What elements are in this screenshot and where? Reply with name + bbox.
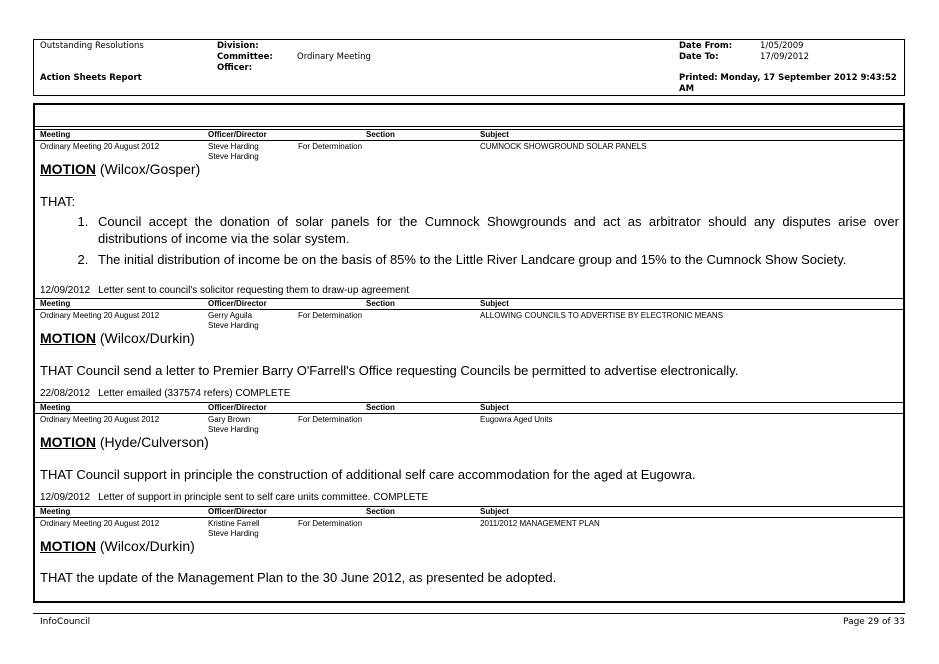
item-meeting: Ordinary Meeting 20 August 2012 — [40, 311, 160, 320]
report-name: Outstanding Resolutions — [40, 41, 144, 51]
item-officer: Kristine Farrell — [208, 519, 260, 528]
resolution-point: 2. The initial distribution of income be on the basis of 85% to the Little River Landcare group and 15% to the Cumnock Show Society. — [92, 251, 899, 268]
motion-heading — [40, 434, 209, 450]
report-type: Action Sheets Report — [40, 73, 142, 83]
action-date: 22/08/2012 — [40, 388, 91, 399]
item-director: Steve Harding — [208, 152, 259, 161]
report-body — [33, 103, 905, 603]
item-officer: Gerry Aguila — [208, 311, 253, 320]
printed-line — [679, 73, 897, 84]
item-subject: CUMNOCK SHOWGROUND SOLAR PANELS — [480, 142, 647, 151]
col-header-subject: Subject — [480, 403, 509, 412]
item-director: Steve Harding — [208, 321, 259, 330]
motion-heading — [40, 330, 195, 346]
motion-movers: (Hyde/Culverson) — [99, 434, 209, 450]
action-status — [40, 285, 409, 296]
col-header-officer: Officer/Director — [208, 130, 267, 139]
col-header-section: Section — [366, 507, 395, 516]
col-header-meeting: Meeting — [40, 130, 71, 139]
officer-label: Officer: — [217, 63, 253, 73]
item-director: Steve Harding — [208, 529, 259, 538]
printed-value-cont: AM — [679, 84, 695, 94]
resolution-points — [40, 213, 899, 268]
action-text: Letter of support in principle sent to self care units committee. COMPLETE — [98, 492, 429, 503]
footer-app-name: InfoCouncil — [40, 617, 91, 627]
motion-keyword: MOTION — [40, 434, 96, 450]
col-header-officer: Officer/Director — [208, 403, 267, 412]
motion-movers: (Wilcox/Durkin) — [99, 330, 195, 346]
divider — [35, 506, 903, 507]
item-section: For Determination — [298, 311, 363, 320]
resolution-text: THAT Council support in principle the construction of additional self care accommodation for the aged at Eugowra. — [40, 467, 696, 482]
motion-keyword: MOTION — [40, 538, 96, 554]
action-text: Letter emailed (337574 refers) COMPLETE — [98, 388, 291, 399]
footer-divider — [33, 613, 905, 614]
action-status — [40, 388, 290, 399]
resolution-that: THAT: — [40, 194, 76, 209]
item-officer: Gary Brown — [208, 415, 251, 424]
col-header-subject: Subject — [480, 130, 509, 139]
item-section: For Determination — [298, 142, 363, 151]
col-header-subject: Subject — [480, 299, 509, 308]
divider — [35, 129, 903, 130]
date-to-label: Date To: — [679, 52, 719, 62]
printed-label: Printed: — [679, 73, 718, 83]
col-header-officer: Officer/Director — [208, 507, 267, 516]
divider — [35, 413, 903, 414]
divider — [35, 298, 903, 299]
item-officer: Steve Harding — [208, 142, 259, 151]
divider — [35, 402, 903, 403]
item-subject: 2011/2012 MANAGEMENT PLAN — [480, 519, 600, 528]
printed-value: Monday, 17 September 2012 9:43:52 — [720, 73, 897, 83]
motion-movers: (Wilcox/Gosper) — [99, 161, 201, 177]
resolution-text: THAT the update of the Management Plan to the 30 June 2012, as presented be adopted. — [40, 570, 557, 585]
resolution-point: 1. Council accept the donation of solar panels for the Cumnock Showgrounds and act as arbitrator should any disputes arise over distributions of income via the solar system. — [92, 213, 899, 247]
item-director: Steve Harding — [208, 425, 259, 434]
action-text: Letter sent to council's solicitor requesting them to draw-up agreement — [98, 285, 410, 296]
col-header-section: Section — [366, 130, 395, 139]
resolution-text: THAT Council send a letter to Premier Barry O'Farrell's Office requesting Councils be permitted to advertise electronically. — [40, 363, 739, 378]
item-meeting: Ordinary Meeting 20 August 2012 — [40, 519, 160, 528]
divider — [35, 140, 903, 141]
item-subject: ALLOWING COUNCILS TO ADVERTISE BY ELECTRONIC MEANS — [480, 311, 724, 320]
item-meeting: Ordinary Meeting 20 August 2012 — [40, 415, 160, 424]
item-meeting: Ordinary Meeting 20 August 2012 — [40, 142, 160, 151]
date-to-value: 17/09/2012 — [760, 52, 809, 62]
action-date: 12/09/2012 — [40, 492, 91, 503]
motion-keyword: MOTION — [40, 161, 96, 177]
date-from-value: 1/05/2009 — [760, 41, 804, 51]
item-section: For Determination — [298, 415, 363, 424]
motion-heading — [40, 538, 195, 554]
col-header-subject: Subject — [480, 507, 509, 516]
committee-value: Ordinary Meeting — [297, 52, 371, 62]
col-header-officer: Officer/Director — [208, 299, 267, 308]
col-header-section: Section — [366, 299, 395, 308]
action-date: 12/09/2012 — [40, 285, 91, 296]
committee-label: Committee: — [217, 52, 273, 62]
motion-keyword: MOTION — [40, 330, 96, 346]
item-section: For Determination — [298, 519, 363, 528]
action-status — [40, 492, 428, 503]
motion-movers: (Wilcox/Durkin) — [99, 538, 195, 554]
date-from-label: Date From: — [679, 41, 733, 51]
col-header-meeting: Meeting — [40, 299, 71, 308]
item-subject: Eugowra Aged Units — [480, 415, 553, 424]
divider — [35, 309, 903, 310]
divider — [35, 126, 903, 127]
col-header-section: Section — [366, 403, 395, 412]
motion-heading — [40, 161, 200, 177]
page-number: Page 29 of 33 — [843, 617, 905, 627]
division-label: Division: — [217, 41, 259, 51]
col-header-meeting: Meeting — [40, 403, 71, 412]
col-header-meeting: Meeting — [40, 507, 71, 516]
divider — [35, 517, 903, 518]
